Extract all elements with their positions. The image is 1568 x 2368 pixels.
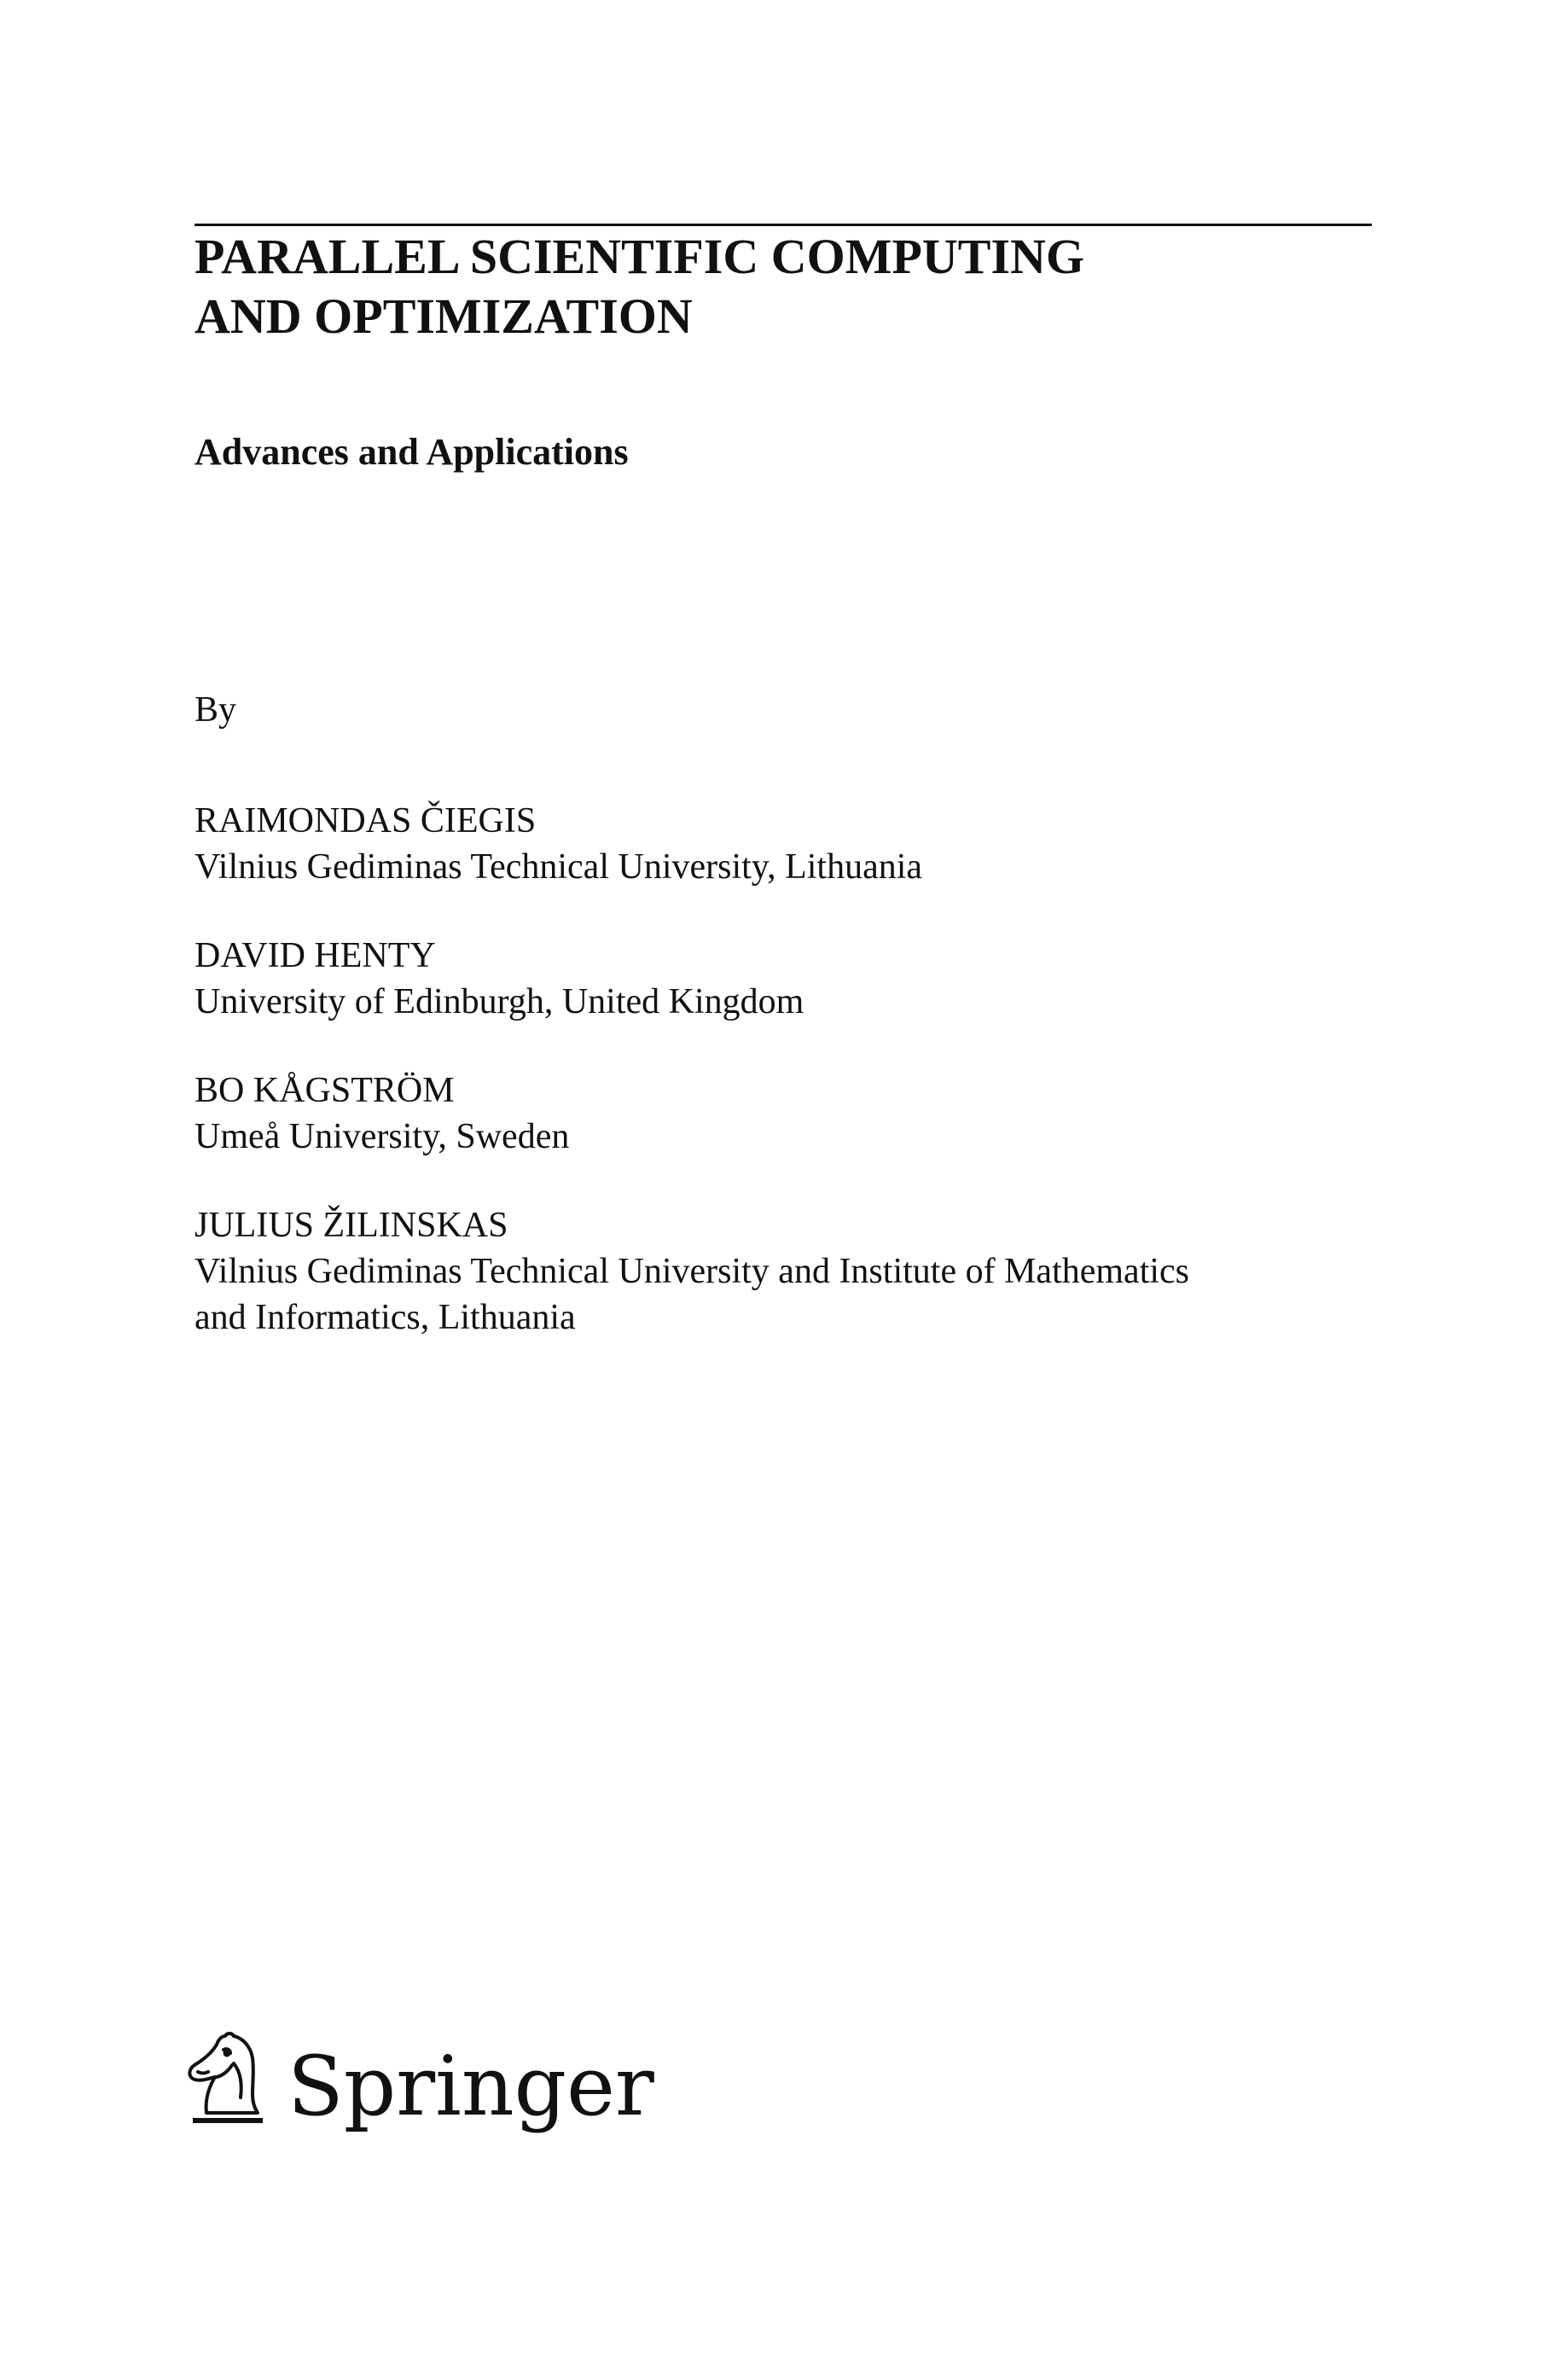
author-block	[195, 933, 804, 1025]
by-label: By	[195, 690, 237, 730]
author-affiliation-line-1: Vilnius Gediminas Technical University and Institute of Mathematics	[195, 1252, 1190, 1291]
author-block	[195, 1068, 569, 1160]
title-rule	[195, 224, 1372, 226]
author-affiliation: Vilnius Gediminas Technical University, Lithuania	[195, 847, 923, 887]
author-block	[195, 798, 922, 890]
book-title	[195, 227, 1084, 346]
author-block	[195, 1202, 1189, 1341]
publisher-name: Springer	[287, 2039, 654, 2134]
book-title-line-1: PARALLEL SCIENTIFIC COMPUTING	[195, 229, 1085, 284]
book-title-line-2: AND OPTIMIZATION	[195, 288, 693, 344]
author-name: DAVID HENTY	[195, 936, 436, 975]
book-subtitle: Advances and Applications	[195, 431, 629, 473]
author-name: RAIMONDAS ČIEGIS	[195, 801, 537, 841]
author-affiliation: Umeå University, Sweden	[195, 1117, 570, 1156]
author-name: JULIUS ŽILINSKAS	[195, 1206, 508, 1245]
knight-horse-icon	[181, 2029, 275, 2140]
author-name: BO KÅGSTRÖM	[195, 1071, 455, 1110]
author-affiliation-line-2: and Informatics, Lithuania	[195, 1298, 576, 1337]
author-affiliation: University of Edinburgh, United Kingdom	[195, 982, 804, 1021]
